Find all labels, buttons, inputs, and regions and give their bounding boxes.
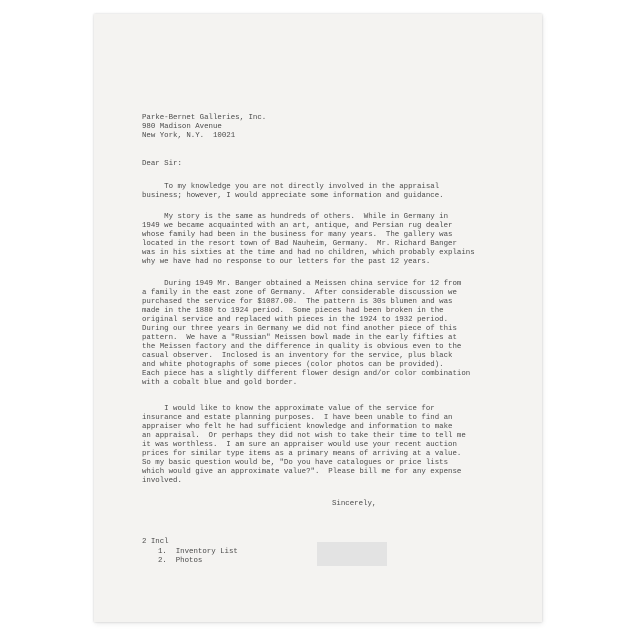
paragraph-3-line: made in the 1880 to 1924 period. Some pieces had been broken in the [142,307,444,315]
address-line-3: New York, N.Y. 10021 [142,132,236,140]
paragraph-4-line: insurance and estate planning purposes. I have been unable to find an [142,414,453,422]
paragraph-4-line: which would give an approximate value?". Please bill me for any expense [142,468,462,476]
paragraph-4-line: appraiser who felt he had sufficient knowledge and information to make [142,423,453,431]
paragraph-3-line: purchased the service for $1087.00. The pattern is 30s blumen and was [142,298,453,306]
paragraph-4-line: an appraisal. Or perhaps they did not wish to take their time to tell me [142,432,466,440]
paragraph-3-line: original service and replaced with pieces in the 1924 to 1932 period. [142,316,449,324]
paragraph-4-line: So my basic question would be, "Do you have catalogues or price lists [142,459,449,467]
paragraph-2-line: whose family had been in the business for many years. The gallery was [142,231,453,239]
paragraph-3-line: During 1949 Mr. Banger obtained a Meissen china service for 12 from [142,280,462,288]
paragraph-4-line: involved. [142,477,182,485]
paragraph-3-line: pattern. We have a "Russian" Meissen bowl made in the early fifties at [142,334,457,342]
address-line-2: 980 Madison Avenue [142,123,222,131]
paragraph-2-line: My story is the same as hundreds of others. While in Germany in [142,213,449,221]
letter-page [94,14,542,622]
paragraph-4-line: I would like to know the approximate value of the service for [142,405,435,413]
paragraph-3-line: Each piece has a slightly different flower design and/or color combination [142,370,471,378]
paragraph-3-line: During our three years in Germany we did not find another piece of this [142,325,457,333]
paragraph-4-line: it was worthless. I am sure an appraiser would use your recent auction [142,441,457,449]
enclosure-heading: 2 Incl [142,538,169,546]
paragraph-1-line: business; however, I would appreciate some information and guidance. [142,192,444,200]
paragraph-2-line: 1949 we became acquainted with an art, antique, and Persian rug dealer [142,222,453,230]
salutation: Dear Sir: [142,160,182,168]
paragraph-3-line: and white photographs of some pieces (color photos can be provided). [142,361,444,369]
address-line-1: Parke-Bernet Galleries, Inc. [142,114,267,122]
paragraph-3-line: a family in the east zone of Germany. After considerable discussion we [142,289,457,297]
paragraph-4-line: prices for similar type items as a primary means of arriving at a value. [142,450,462,458]
paragraph-3-line: casual observer. Inclosed is an inventory for the service, plus black [142,352,453,360]
closing: Sincerely, [332,500,377,508]
enclosure-item: 2. Photos [158,557,203,565]
paragraph-1-line: To my knowledge you are not directly involved in the appraisal [142,183,440,191]
paragraph-3-line: with a cobalt blue and gold border. [142,379,298,387]
paragraph-2-line: located in the resort town of Bad Nauheim, Germany. Mr. Richard Banger [142,240,457,248]
enclosure-item: 1. Inventory List [158,548,238,556]
redacted-signature [317,542,387,566]
paragraph-2-line: why we have had no response to our letters for the past 12 years. [142,258,431,266]
paragraph-3-line: the Meissen factory and the difference in quality is obvious even to the [142,343,462,351]
paragraph-2-line: was in his sixties at the time and had no children, which probably explains [142,249,475,257]
